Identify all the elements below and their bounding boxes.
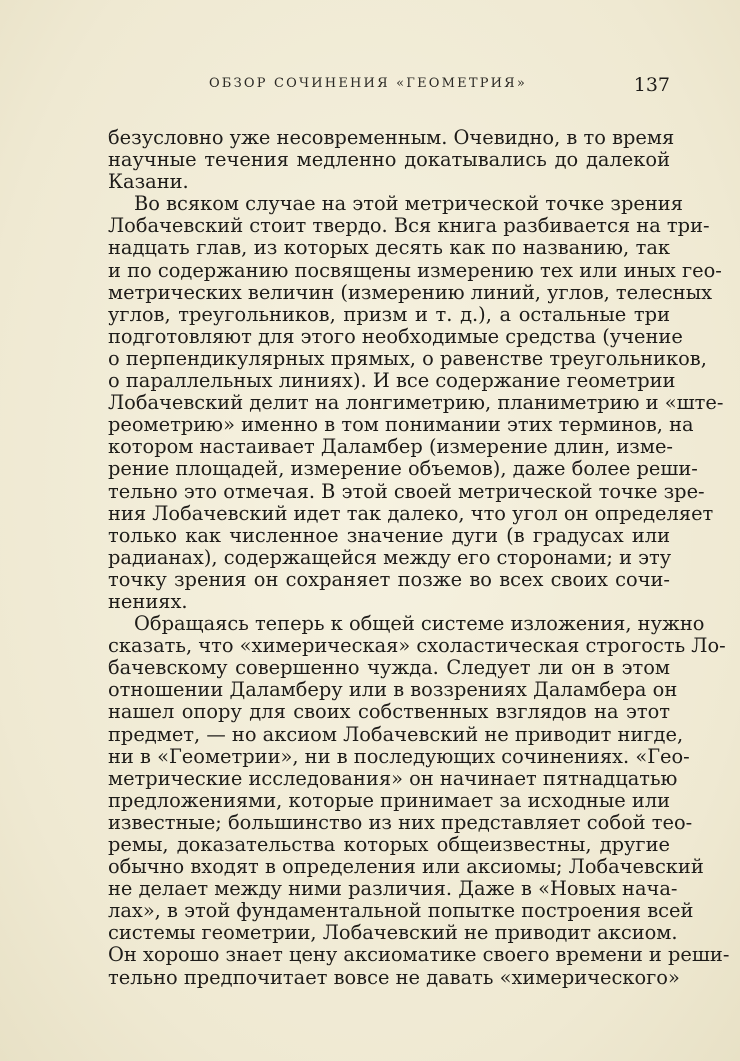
text-line: углов, треугольников, призм и т. д.), а остальные три bbox=[108, 302, 670, 326]
text-line: ни в «Геометрии», ни в последующих сочинениях. «Гео- bbox=[108, 744, 690, 768]
text-line: котором настаивает Даламбер (измерение длин, изме- bbox=[108, 435, 673, 459]
running-title: ОБЗОР СОЧИНЕНИЯ «ГЕОМЕТРИЯ» bbox=[208, 76, 528, 91]
text-line: рение площадей, измерение объемов), даже более реши- bbox=[108, 457, 698, 481]
text-line: безусловно уже несовременным. Очевидно, в то время bbox=[108, 126, 675, 149]
text-line: Лобачевский делит на лонгиметрию, планиметрию и «ште- bbox=[108, 391, 724, 415]
text-line: тельно предпочитает вовсе не давать «химерического» bbox=[108, 965, 680, 989]
text-line: тельно это отмечая. В этой своей метрической точке зре- bbox=[108, 479, 705, 503]
text-line: подготовляют для этого необходимые средства (учение bbox=[108, 324, 683, 348]
text-line: системы геометрии, Лобачевский не приводит аксиом. bbox=[108, 921, 678, 945]
text-line: нениях. bbox=[108, 589, 188, 613]
text-line: ния Лобачевский идет так далеко, что угол он определяет bbox=[108, 501, 714, 525]
text-line: обычно входят в определения или аксиомы; Лобачевский bbox=[108, 855, 704, 879]
text-line: сказать, что «химерическая» схоластическая строгость Ло- bbox=[108, 634, 726, 658]
text-line: радианах), содержащейся между его сторонами; и эту bbox=[108, 545, 672, 569]
text-line: бачевскому совершенно чужда. Следует ли он в этом bbox=[108, 656, 670, 680]
text-line: только как численное значение дуги (в градусах или bbox=[108, 523, 670, 547]
text-line: реометрию» именно в том понимании этих терминов, на bbox=[108, 413, 694, 437]
text-line: лах», в этой фундаментальной попытке построения всей bbox=[108, 899, 694, 923]
text-line: нашел опору для своих собственных взглядов на этот bbox=[108, 700, 670, 724]
text-line: и по содержанию посвящены измерению тех или иных гео- bbox=[108, 258, 722, 282]
text-line: Лобачевский стоит твердо. Вся книга разбивается на три- bbox=[108, 214, 710, 238]
text-line: метрические исследования» он начинает пятнадцатью bbox=[108, 766, 678, 790]
text-line: предмет, — но аксиом Лобачевский не приводит нигде, bbox=[108, 722, 684, 746]
text-line: Обращаясь теперь к общей системе изложения, нужно bbox=[134, 612, 705, 636]
text-line: предложениями, которые принимает за исходные или bbox=[108, 788, 671, 812]
text-line: Во всяком случае на этой метрической точке зрения bbox=[134, 192, 683, 216]
text-line: о параллельных линиях). И все содержание геометрии bbox=[108, 369, 676, 393]
text-line: Он хорошо знает цену аксиоматике своего времени и реши- bbox=[108, 943, 730, 967]
text-line: ремы, доказательства которых общеизвестны, другие bbox=[108, 833, 670, 856]
paragraph-1 bbox=[108, 126, 675, 194]
paragraph-3 bbox=[108, 612, 730, 989]
text-line: отношении Даламберу или в воззрениях Даламбера он bbox=[108, 678, 678, 702]
text-line: Казани. bbox=[108, 170, 189, 194]
page-number: 137 bbox=[633, 74, 670, 96]
text-line: известные; большинство из них представляет собой тео- bbox=[108, 810, 693, 834]
paragraph-2 bbox=[108, 192, 724, 613]
text-line: научные течения медленно докатывались до далекой bbox=[108, 148, 670, 172]
text-line: метрических величин (измерению линий, углов, телесных bbox=[108, 280, 713, 304]
text-line: надцать глав, из которых десять как по названию, так bbox=[108, 236, 670, 260]
text-line: точку зрения он сохраняет позже во всех своих сочи- bbox=[108, 567, 670, 591]
page-header bbox=[108, 74, 670, 98]
text-line: о перпендикулярных прямых, о равенстве треугольников, bbox=[108, 346, 707, 370]
text-line: не делает между ними различия. Даже в «Новых нача- bbox=[108, 877, 678, 901]
body-text bbox=[108, 126, 730, 989]
